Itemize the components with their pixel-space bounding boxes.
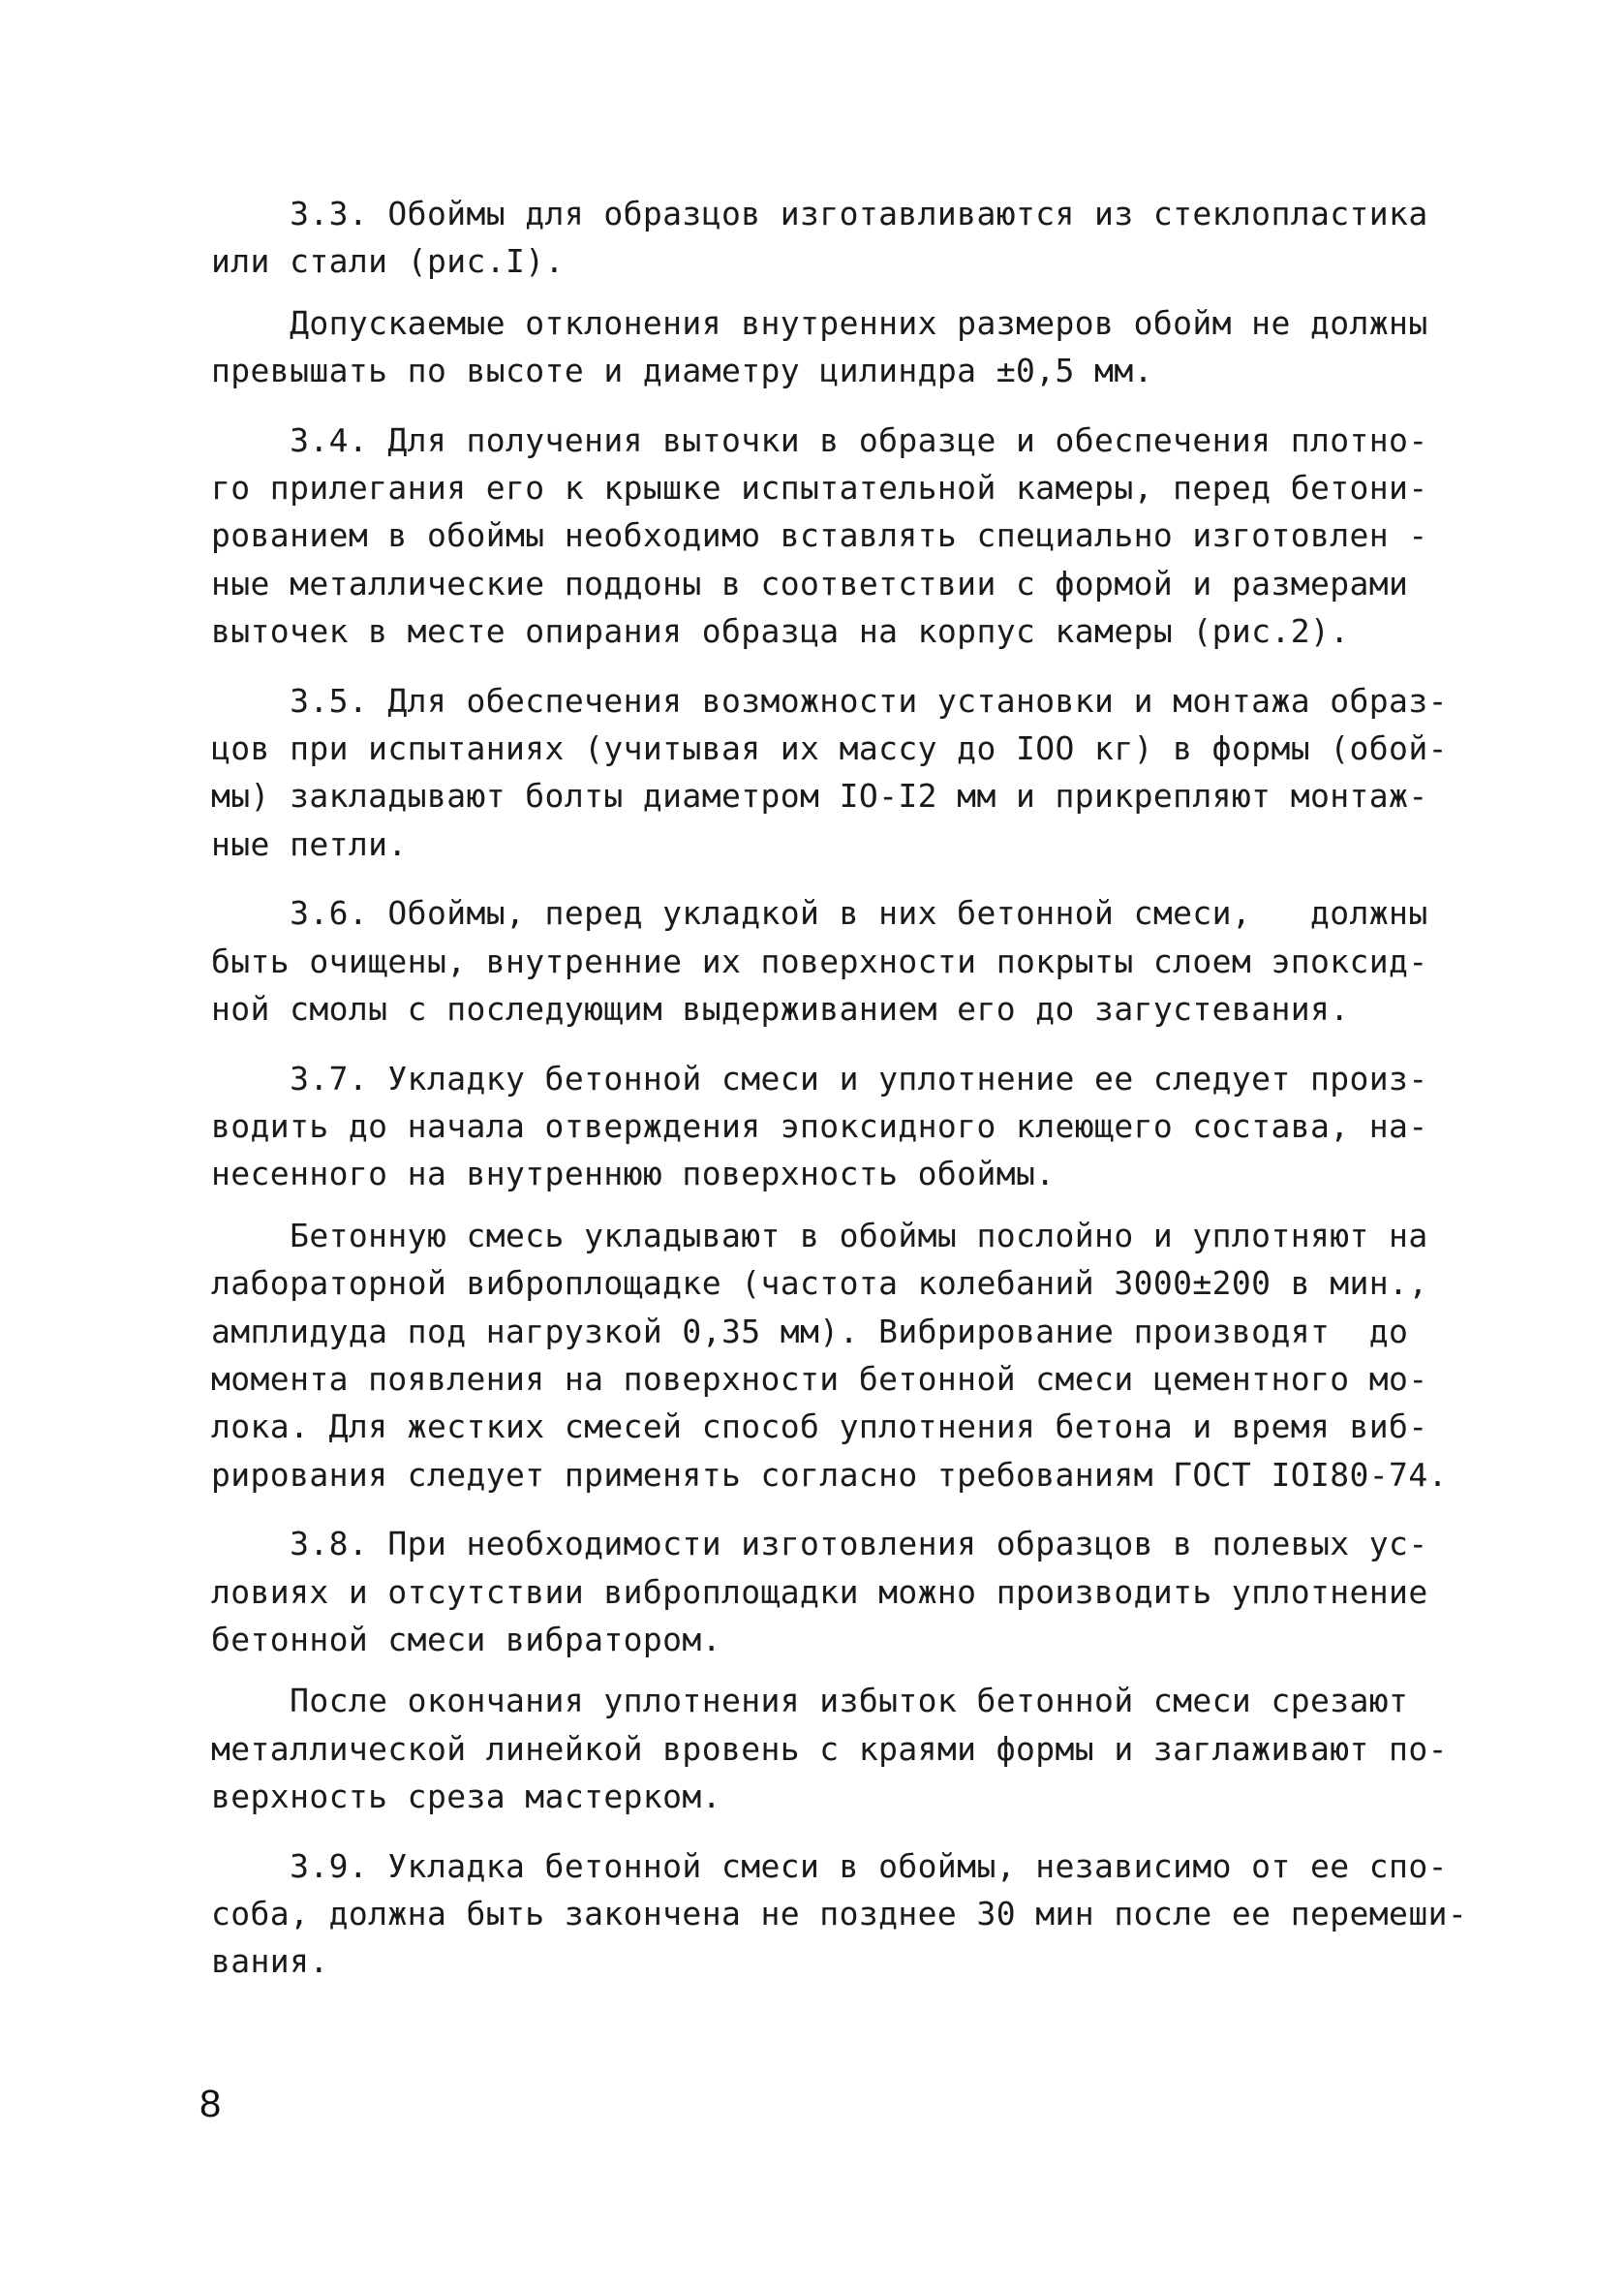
- paragraph-3-5: [211, 677, 1480, 869]
- text-line: рирования следует применять согласно требованиям ГОСТ IOI80-74.: [211, 1455, 1448, 1494]
- text-line: момента появления на поверхности бетонной смеси цементного мо-: [211, 1359, 1428, 1398]
- text-line: 3.7. Укладку бетонной смеси и уплотнение ее следует произ-: [211, 1059, 1428, 1098]
- text-line: мы) закладывают болты диаметром IO-I2 мм и прикрепляют монтаж-: [211, 777, 1428, 816]
- paragraph-3-9: [211, 1842, 1480, 1986]
- text-line: го прилегания его к крышке испытательной камеры, перед бетони-: [211, 469, 1428, 508]
- text-line: ной смолы с последующим выдерживанием его до загустевания.: [211, 990, 1350, 1029]
- text-line: соба, должна быть закончена не позднее 30 мин после ее перемеши-: [211, 1895, 1468, 1932]
- text-line: лабораторной виброплощадке (частота колебаний 3000±200 в мин.,: [211, 1264, 1428, 1303]
- text-line: Допускаемые отклонения внутренних размеров обойм не должны: [211, 303, 1428, 342]
- text-line: ловиях и отсутствии виброплощадки можно производить уплотнение: [211, 1572, 1428, 1611]
- text-line: верхность среза мастерком.: [211, 1778, 721, 1816]
- paragraph-3-3-tolerance: [211, 299, 1480, 395]
- text-line: 3.3. Обоймы для образцов изготавливаются из стеклопластика: [211, 195, 1428, 232]
- text-line: Бетонную смесь укладывают в обоймы послойно и уплотняют на: [211, 1216, 1428, 1254]
- paragraph-3-8-finishing: [211, 1677, 1480, 1820]
- text-line: быть очищены, внутренние их поверхности покрыты слоем эпоксид-: [211, 942, 1428, 980]
- text-line: или стали (рис.I).: [211, 242, 565, 281]
- paragraph-3-8: [211, 1520, 1480, 1663]
- text-line: несенного на внутреннюю поверхность обоймы.: [211, 1155, 1056, 1193]
- text-line: лока. Для жестких смесей способ уплотнения бетона и время виб-: [211, 1407, 1428, 1446]
- text-line: 3.4. Для получения выточки в образце и обеспечения плотно-: [211, 420, 1428, 459]
- text-line: 3.6. Обоймы, перед укладкой в них бетонной смеси, должны: [211, 894, 1428, 933]
- page-number: 8: [199, 2083, 222, 2125]
- text-line: цов при испытаниях (учитывая их массу до IOO кг) в формы (обой-: [211, 729, 1448, 768]
- paragraph-3-3: [211, 190, 1480, 286]
- text-line: 3.5. Для обеспечения возможности установки и монтажа образ-: [211, 681, 1448, 720]
- paragraph-3-7: [211, 1055, 1480, 1198]
- text-line: выточек в месте опирания образца на корпус камеры (рис.2).: [211, 612, 1350, 651]
- text-line: 3.9. Укладка бетонной смеси в обоймы, независимо от ее спо-: [211, 1846, 1448, 1885]
- text-line: вания.: [211, 1942, 329, 1981]
- text-line: амплидуда под нагрузкой 0,35 мм). Вибрирование производят до: [211, 1312, 1409, 1350]
- text-line: металлической линейкой вровень с краями формы и заглаживают по-: [211, 1729, 1448, 1768]
- text-line: рованием в обоймы необходимо вставлять специально изготовлен -: [211, 516, 1428, 555]
- text-line: бетонной смеси вибратором.: [211, 1620, 721, 1658]
- text-line: водить до начала отверждения эпоксидного клеющего состава, на-: [211, 1106, 1428, 1145]
- paragraph-3-6: [211, 889, 1480, 1033]
- text-line: ные металлические поддоны в соответствии с формой и размерами: [211, 564, 1409, 603]
- text-line: превышать по высоте и диаметру цилиндра ±0,5 мм.: [211, 352, 1153, 390]
- text-line: ные петли.: [211, 824, 408, 863]
- paragraph-3-7-vibration: [211, 1212, 1480, 1499]
- body-text: [211, 190, 1480, 2007]
- text-line: 3.8. При необходимости изготовления образцов в полевых ус-: [211, 1525, 1428, 1563]
- paragraph-3-4: [211, 417, 1480, 656]
- text-line: После окончания уплотнения избыток бетонной смеси срезают: [211, 1682, 1409, 1720]
